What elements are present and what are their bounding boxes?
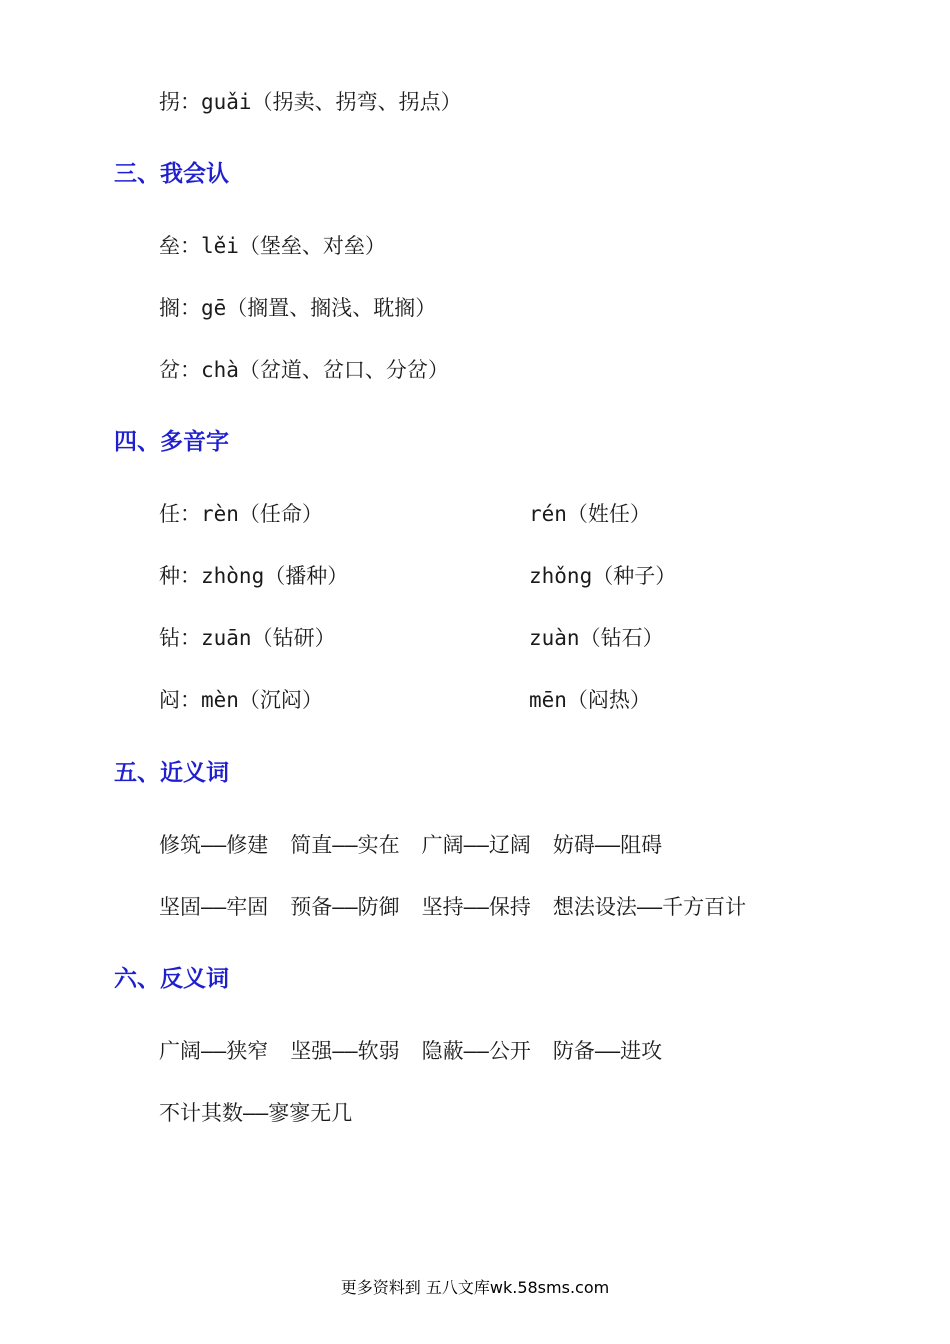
item-lei: 垒：lěi（堡垒、对垒） [159,234,386,258]
word-pair: 坚固——牢固 [159,895,269,919]
polyphone-reading-a: 种：zhòng（播种） [159,564,349,588]
word-pair: 修筑——修建 [159,833,269,857]
polyphone-reading-a: 钻：zuān（钻研） [159,626,336,650]
section-heading-6: 六、反义词 [114,966,229,992]
polyphone-row [159,625,664,651]
word-pair: 简直——实在 [290,833,400,857]
word-pair: 坚持——保持 [421,895,531,919]
synonym-row [159,894,768,920]
polyphone-row [159,563,677,589]
word-pair: 想法设法——千方百计 [552,895,747,919]
polyphone-row [159,501,651,527]
word-pair: 预备——防御 [290,895,400,919]
section-heading-3: 三、我会认 [114,161,229,187]
word-pair: 广阔——辽阔 [421,833,531,857]
item-cha: 岔：chà（岔道、岔口、分岔） [159,358,449,382]
antonym-row [159,1100,374,1126]
polyphone-row [159,687,651,713]
item-guai: 拐：guǎi（拐卖、拐弯、拐点） [159,90,462,114]
polyphone-reading-b: mēn（闷热） [529,688,651,712]
antonym-row [159,1038,684,1064]
item-ge: 搁：gē（搁置、搁浅、耽搁） [159,296,437,320]
section-heading-5: 五、近义词 [114,760,229,786]
section-heading-4: 四、多音字 [114,429,229,455]
polyphone-reading-b: zuàn（钻石） [529,626,664,650]
word-pair: 不计其数——寥寥无几 [159,1101,353,1125]
synonym-row [159,832,684,858]
footer-text: 更多资料到 五八文库wk.58sms.com [340,1278,610,1297]
word-pair: 坚强——软弱 [290,1039,400,1063]
polyphone-reading-a: 闷：mèn（沉闷） [159,688,323,712]
word-pair: 妨碍——阻碍 [552,833,663,857]
word-pair: 隐蔽——公开 [421,1039,531,1063]
word-pair: 防备——进攻 [552,1039,663,1063]
polyphone-reading-a: 任：rèn（任命） [159,502,323,526]
polyphone-reading-b: zhǒng（种子） [529,564,677,588]
polyphone-reading-b: rén（姓任） [529,502,651,526]
word-pair: 广阔——狭窄 [159,1039,269,1063]
